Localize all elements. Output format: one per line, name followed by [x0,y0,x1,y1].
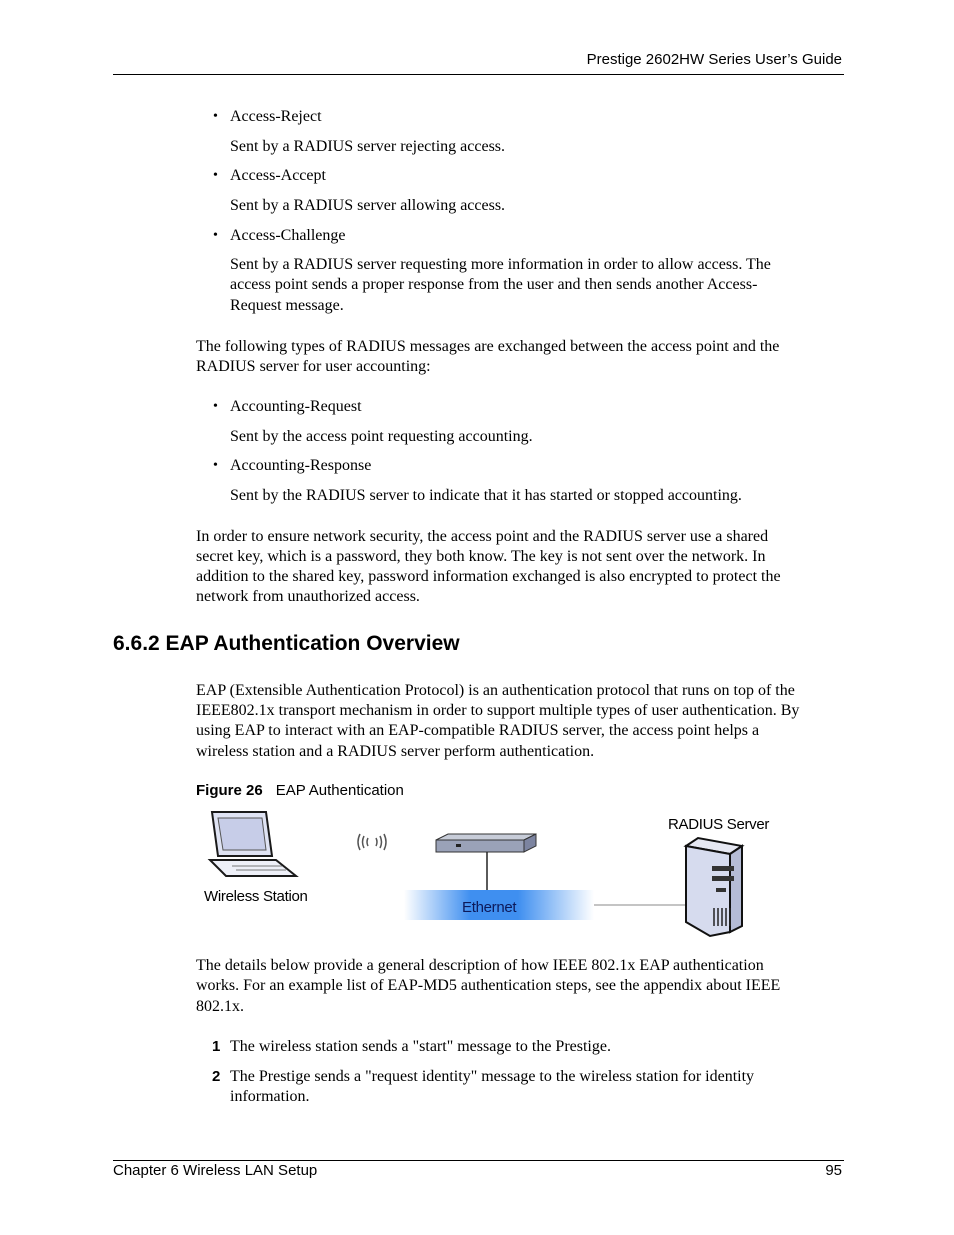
step-number: 1 [212,1038,221,1055]
bullet-marker: • [213,458,218,473]
bullet-accounting-request: Accounting-Request [230,398,362,415]
label-wireless-station: Wireless Station [204,888,308,905]
footer-chapter: Chapter 6 Wireless LAN Setup [113,1162,318,1179]
wireless-signal-icon [358,834,386,850]
paragraph-line: In order to ensure network security, the access point and the RADIUS server use a shared [196,528,769,545]
step-text: information. [230,1088,310,1105]
step-number: 2 [212,1068,221,1085]
paragraph-line: The following types of RADIUS messages are exchanged between the access point and the [196,338,780,355]
figure-number: Figure 26 [196,782,263,799]
paragraph-line: The details below provide a general description of how IEEE 802.1x EAP authentication [196,957,764,974]
paragraph-line: using EAP to interact with an EAP-compatible RADIUS server, the access point helps a [196,722,760,739]
running-header: Prestige 2602HW Series User’s Guide [586,51,842,68]
paragraph-line: EAP (Extensible Authentication Protocol) is an authentication protocol that runs on top of the [196,682,795,699]
bullet-access-challenge: Access-Challenge [230,227,346,244]
label-radius-server: RADIUS Server [668,816,770,833]
page-number: 95 [825,1162,842,1179]
step-text: The wireless station sends a "start" message to the Prestige. [230,1038,611,1055]
bullet-desc-access-reject: Sent by a RADIUS server rejecting access. [230,138,506,155]
paragraph-line: wireless station and a RADIUS server perform authentication. [196,743,595,760]
bullet-desc-access-challenge-line: Request message. [230,297,344,314]
label-ethernet: Ethernet [462,899,517,916]
paragraph-line: secret key, which is a password, they both know. The key is not sent over the network. In [196,548,766,565]
laptop-icon [210,812,296,876]
bullet-marker: • [213,228,218,243]
bullet-desc-access-accept: Sent by a RADIUS server allowing access. [230,197,506,214]
bullet-access-accept: Access-Accept [230,167,326,184]
paragraph-line: IEEE802.1x transport mechanism in order to support multiple types of user authentication. By [196,702,800,719]
bullet-desc-accounting-request: Sent by the access point requesting accounting. [230,428,533,445]
radius-server-icon [686,838,742,936]
paragraph-line: addition to the shared key, password information exchanged is also encrypted to protect the [196,568,781,585]
section-heading: 6.6.2 EAP Authentication Overview [113,632,460,655]
bullet-desc-accounting-response: Sent by the RADIUS server to indicate that it has started or stopped accounting. [230,487,742,504]
eap-diagram [200,804,780,938]
bullet-marker: • [213,399,218,414]
bullet-marker: • [213,109,218,124]
step-text: The Prestige sends a "request identity" message to the wireless station for identity [230,1068,755,1085]
paragraph-line: 802.1x. [196,998,244,1015]
bullet-desc-access-challenge-line: Sent by a RADIUS server requesting more information in order to allow access. The [230,256,771,273]
bullet-accounting-response: Accounting-Response [230,457,372,474]
figure-title: EAP Authentication [275,782,404,799]
bullet-access-reject: Access-Reject [230,108,322,125]
paragraph-line: network from unauthorized access. [196,588,420,605]
paragraph-line: RADIUS server for user accounting: [196,358,431,375]
figure-caption [196,782,404,799]
header-rule [113,74,844,75]
paragraph-line: works. For an example list of EAP-MD5 authentication steps, see the appendix about IEEE [196,977,781,994]
bullet-marker: • [213,168,218,183]
footer-rule [113,1160,844,1161]
access-point-icon [436,834,536,890]
bullet-desc-access-challenge-line: access point sends a proper response from the user and then sends another Access- [230,276,758,293]
